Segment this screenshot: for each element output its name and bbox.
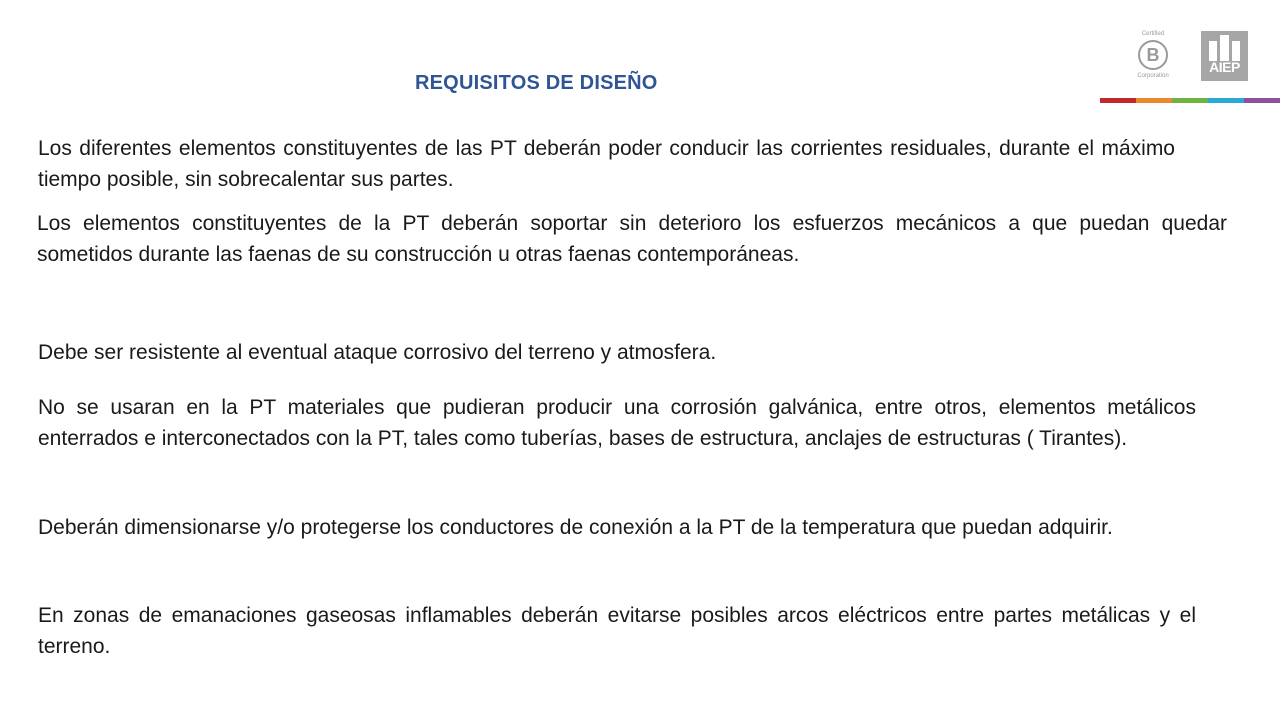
- logo-b-letter: B: [1138, 40, 1168, 70]
- paragraph-residual-currents: Los diferentes elementos constituyentes de las PT deberán poder conducir las corrientes residuales, durante el máximo tiempo posible, sin sobrecalentar sus partes.: [38, 137, 1175, 191]
- stripe-orange: [1136, 98, 1172, 103]
- paragraph-mechanical-stress: Los elementos constituyentes de la PT deberán soportar sin deterioro los esfuerzos mecánicos a que puedan quedar sometidos durante las faenas de su construcción u otras faenas contemporáneas.: [37, 212, 1227, 266]
- logo-b-bottom-text: Corporation: [1137, 73, 1169, 79]
- brand-color-stripe: [1100, 98, 1280, 103]
- slide-title: REQUISITOS DE DISEÑO: [415, 72, 658, 94]
- stripe-blue: [1208, 98, 1244, 103]
- paragraph-flammable-zones: En zonas de emanaciones gaseosas inflamables deberán evitarse posibles arcos eléctricos entre partes metálicas y el terreno.: [38, 604, 1196, 658]
- aiep-logo-text: AIEP: [1209, 59, 1240, 75]
- paragraph-galvanic-corrosion: No se usaran en la PT materiales que pudieran producir una corrosión galvánica, entre otros, elementos metálicos enterrados e interconectados con la PT, tales como tuberías, bases de estructura, anclajes de estructuras ( Tirantes).: [38, 396, 1196, 450]
- stripe-red: [1100, 98, 1136, 103]
- aiep-logo: [1201, 31, 1248, 81]
- paragraph-corrosion-resistance: Debe ser resistente al eventual ataque corrosivo del terreno y atmosfera.: [38, 341, 717, 364]
- logo-b-top-text: Certified: [1141, 31, 1165, 37]
- certified-b-corporation-logo: [1133, 30, 1173, 82]
- stripe-green: [1172, 98, 1208, 103]
- stripe-purple: [1244, 98, 1280, 103]
- paragraph-conductor-temperature: Deberán dimensionarse y/o protegerse los conductores de conexión a la PT de la temperatura que puedan adquirir.: [38, 516, 1113, 539]
